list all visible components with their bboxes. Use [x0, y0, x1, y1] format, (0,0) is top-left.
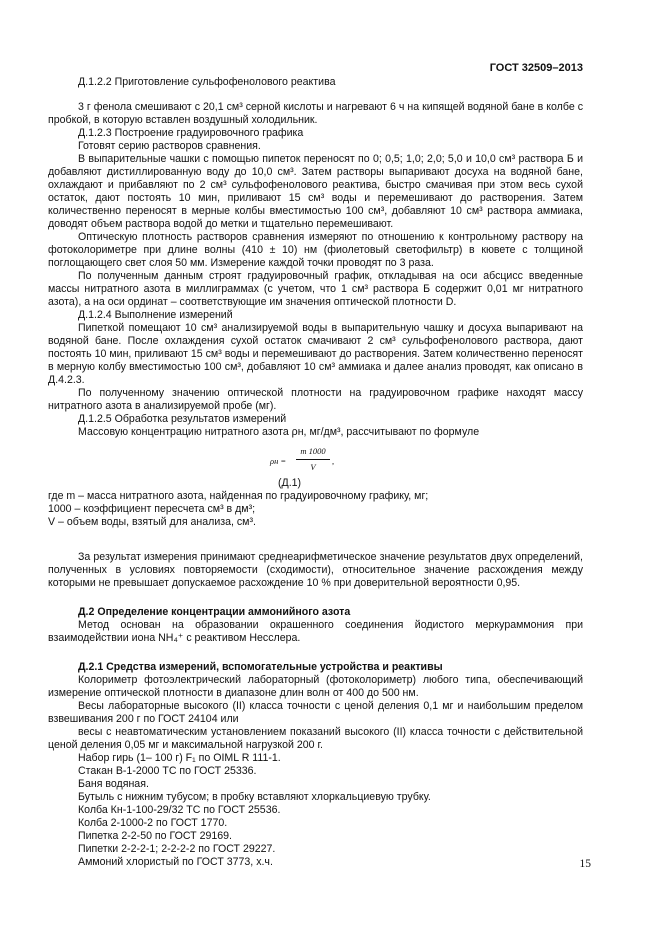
formula-trail: ,	[332, 456, 335, 466]
section-heading-d124: Д.1.2.4 Выполнение измерений	[78, 309, 233, 321]
document-body	[48, 76, 583, 869]
equipment-item: Колба Кн-1-100-29/32 ТС по ГОСТ 25536.	[78, 804, 281, 816]
equipment-item: Бутыль с нижним тубусом; в пробку вставляют хлоркальциевую трубку.	[78, 791, 431, 803]
equipment-item: Стакан В-1-2000 ТС по ГОСТ 25336.	[78, 765, 257, 777]
section-heading-d21: Д.2.1 Средства измерений, вспомогательные устройства и реактивы	[78, 661, 443, 673]
formula-denominator: V	[310, 462, 316, 472]
paragraph: Пипеткой помещают 10 см³ анализируемой воды в выпарительную чашку и досуха выпаривают на водяной бане. После охлаждения сухой остаток смачивают 2 см³ сульфофенолового раствора, дают постоять 10 мин, приливают 15 см³ воды и перемешивают до растворения. Затем количественно переносят в мерную колбу вместимостью 100 см³, добавляют 10 см³ аммиака и далее анализ проводят, как описано в Д.4.2.3.	[48, 322, 583, 386]
formula-number: (Д.1)	[278, 477, 302, 489]
equipment-item: Пипетка 2-2-50 по ГОСТ 29169.	[78, 830, 232, 842]
paragraph: В выпарительные чашки с помощью пипеток переносят по 0; 0,5; 1,0; 2,0; 5,0 и 10,0 см³ раствора Б и добавляют дистиллированную воду до 10,0 см³. Затем растворы выпаривают досуха на водяной бане, охлаждают и прибавляют по 2 см³ сульфофенолового реактива, быстро смачивая при этом весь сухой остаток, дают постоять 10 мин, приливают 15 см³ воды и перемешивают до растворения. Затем количественно переносят в мерные колбы вместимостью 100 см³, добавляют 10 см³ раствора аммиака, доводят объем раствора водой до метки и тщательно перемешивают.	[48, 153, 583, 230]
formula-numerator: m 1000	[296, 445, 330, 460]
formula-lhs: ρн =	[270, 456, 287, 466]
formula-d1	[48, 445, 583, 475]
equipment-item: Колориметр фотоэлектрический лабораторный (фотоколориметр) любого типа, обеспечивающий измерение оптической плотности в диапазоне длин волн от 400 до 500 нм.	[48, 674, 583, 699]
equipment-item: Аммоний хлористый по ГОСТ 3773, х.ч.	[78, 856, 273, 868]
equipment-item: весы с неавтоматическим установлением показаний высокого (II) класса точности с действительной ценой деления 0,05 мг и максимальной нагрузкой 200 г.	[48, 726, 583, 751]
paragraph: Метод основан на образовании окрашенного соединения йодистого меркураммония при взаимодействии иона NH₄⁺ с реактивом Несслера.	[48, 619, 583, 644]
equipment-item: Весы лабораторные высокого (II) класса точности с ценой деления 0,1 мг и наибольшим пределом взвешивания 200 г по ГОСТ 24104 или	[48, 700, 583, 725]
paragraph: 3 г фенола смешивают с 20,1 см³ серной кислоты и нагревают 6 ч на кипящей водяной бане в колбе с пробкой, в которую вставлен воздушный холодильник.	[48, 101, 583, 126]
formula-fraction	[296, 445, 330, 474]
where-clause-v: V – объем воды, взятый для анализа, см³.	[48, 516, 256, 528]
section-heading-d123: Д.1.2.3 Построение градуировочного графика	[78, 127, 304, 139]
page-number: 15	[579, 858, 591, 870]
section-heading-d2: Д.2 Определение концентрации аммонийного азота	[78, 606, 351, 618]
section-heading-d125: Д.1.2.5 Обработка результатов измерений	[78, 413, 287, 425]
standard-header: ГОСТ 32509–2013	[489, 62, 583, 74]
paragraph: Готовят серию растворов сравнения.	[78, 140, 261, 152]
paragraph: Оптическую плотность растворов сравнения измеряют по отношению к контрольному раствору на фотоколориметре при длине волны (410 ± 10) нм (фиолетовый светофильтр) в кювете с толщиной поглощающего свет слоя 50 мм. Измерение каждой точки проводят по 3 раза.	[48, 231, 583, 269]
paragraph: По полученным данным строят градуировочный график, откладывая на оси абсцисс введенные массы нитратного азота в миллиграммах (с учетом, что 1 см³ раствора Б содержит 0,01 мг нитратного азота), а на оси ординат – соответствующие им значения оптической плотности D.	[48, 270, 583, 308]
where-clause-m: где m – масса нитратного азота, найденная по градуировочному графику, мг;	[48, 490, 429, 502]
equipment-item: Колба 2-1000-2 по ГОСТ 1770.	[78, 817, 228, 829]
section-heading-d122: Д.1.2.2 Приготовление сульфофенолового реактива	[78, 76, 336, 88]
equipment-item: Пипетки 2-2-2-1; 2-2-2-2 по ГОСТ 29227.	[78, 843, 276, 855]
equipment-item: Набор гирь (1– 100 г) F₁ по OIML R 111-1.	[78, 752, 281, 764]
paragraph: Массовую концентрацию нитратного азота ρн, мг/дм³, рассчитывают по формуле	[78, 426, 480, 438]
where-clause-1000: 1000 – коэффициент пересчета см³ в дм³;	[48, 503, 256, 515]
equipment-item: Баня водяная.	[78, 778, 149, 790]
paragraph: За результат измерения принимают среднеарифметическое значение результатов двух определений, полученных в условиях повторяемости (сходимости), относительное значение расхождения между которыми не превышает допускаемое расхождение 10 % при доверительной вероятности 0,95.	[48, 551, 583, 589]
paragraph: По полученному значению оптической плотности на градуировочном графике находят массу нитратного азота в анализируемой пробе (мг).	[48, 387, 583, 412]
